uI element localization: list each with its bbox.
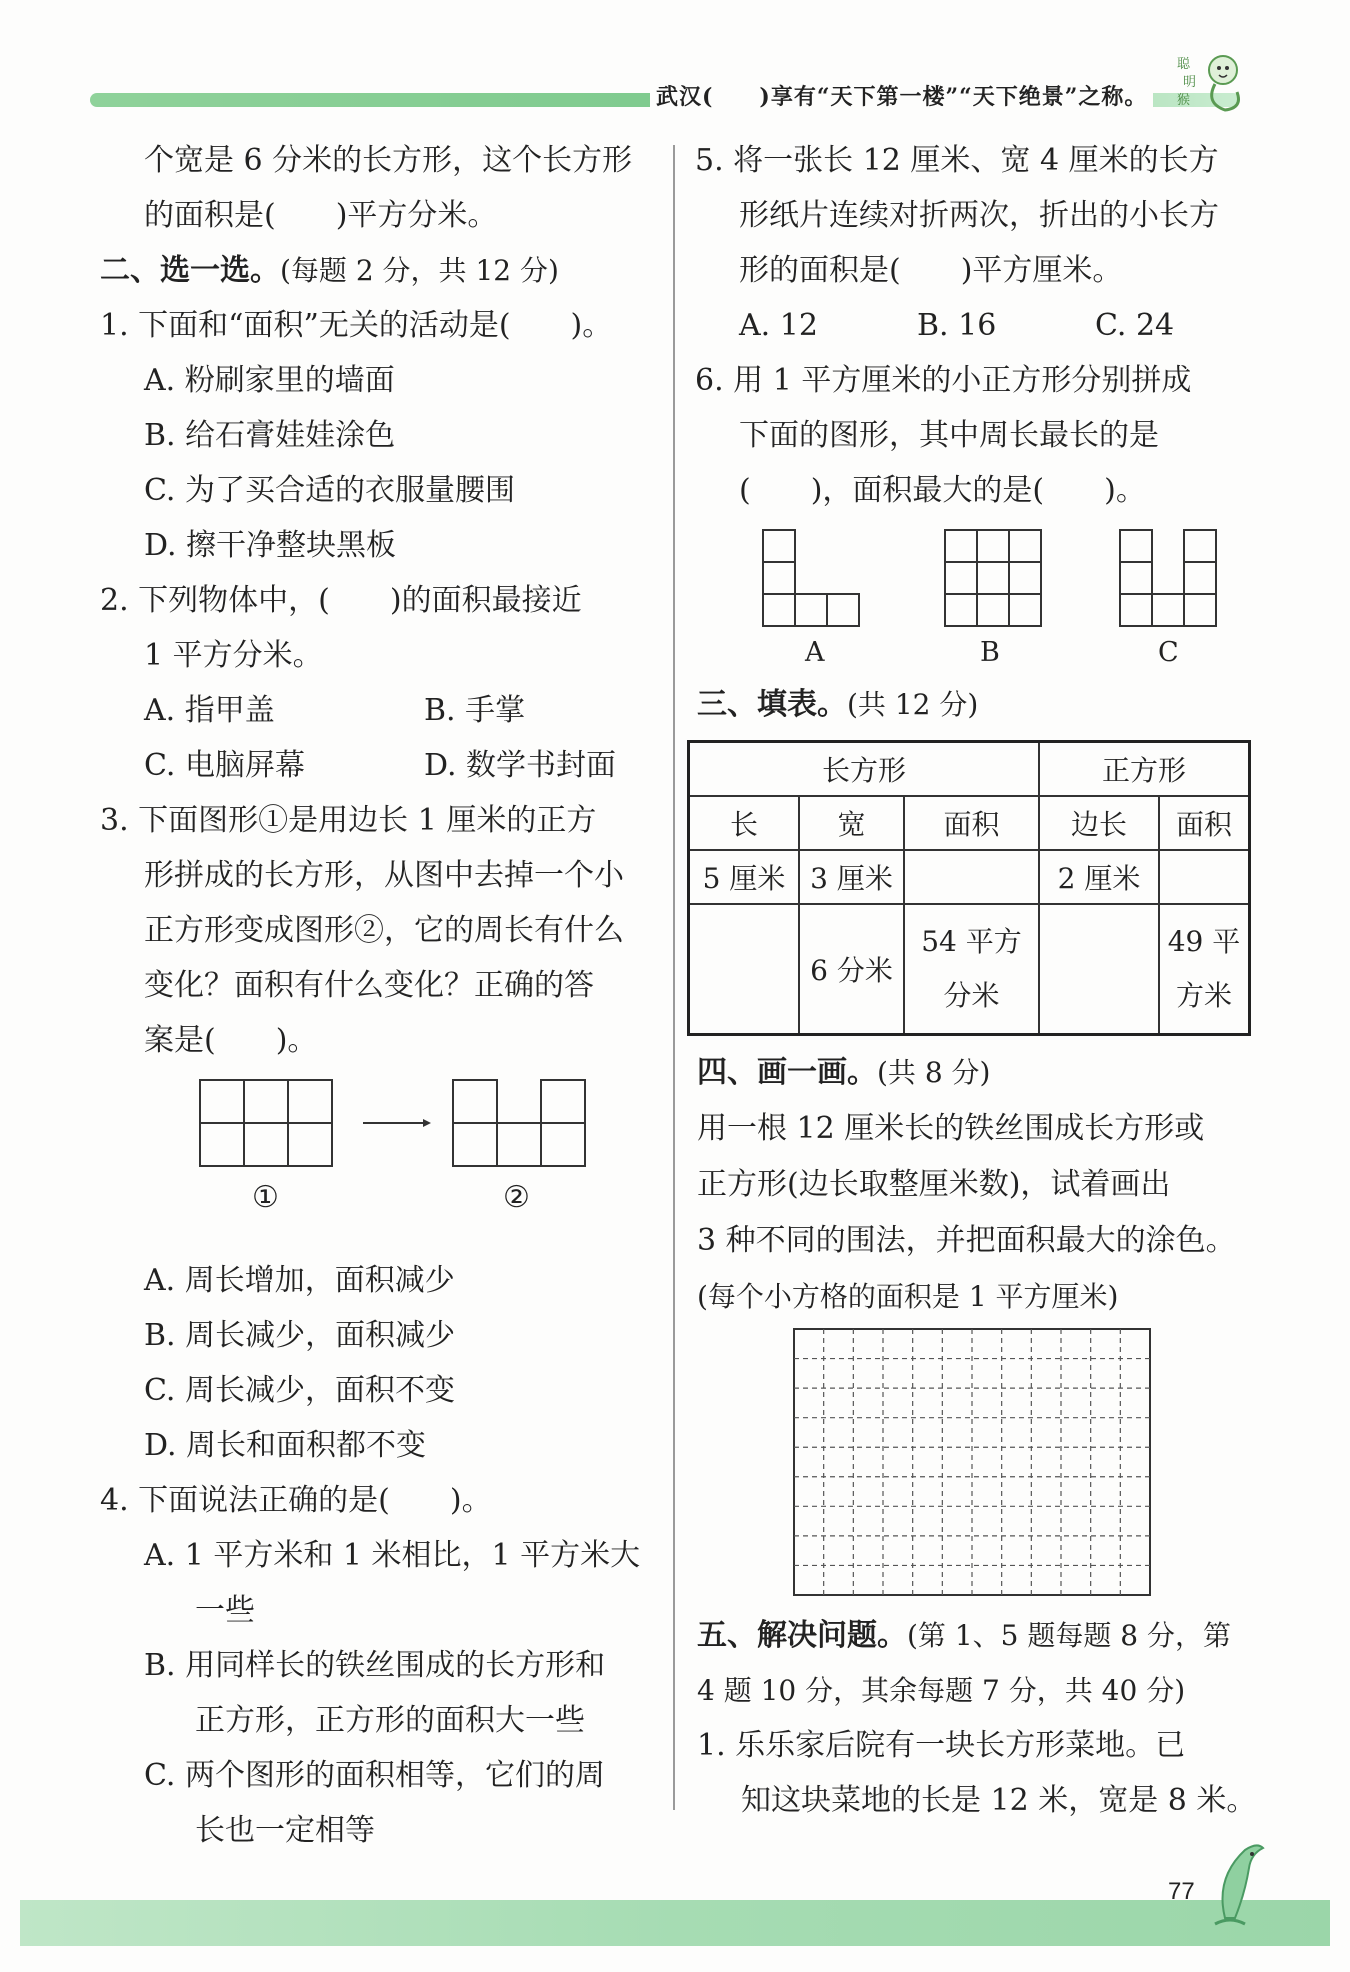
question-cont: 1 平方分米。 xyxy=(144,638,323,673)
figure-c-grid xyxy=(1120,530,1216,626)
option: A. 指甲盖 xyxy=(144,693,275,728)
section-heading: 四、画一画。 xyxy=(697,1055,877,1090)
column-header: 长 xyxy=(689,796,800,850)
option: B. 给石膏娃娃涂色 xyxy=(144,418,396,453)
header-tip: 武汉( )享有“天下第一楼”“天下绝景”之称。 xyxy=(650,80,1153,111)
question: 3. 下面图形①是用边长 1 厘米的正方 xyxy=(100,803,597,838)
svg-text:明: 明 xyxy=(1183,75,1197,90)
table-cell-blank[interactable] xyxy=(689,904,800,1034)
text-line: 的面积是( )平方分米。 xyxy=(144,198,498,233)
section-points: (每题 2 分，共 12 分) xyxy=(280,254,559,287)
section-points: (第 1、5 题每题 8 分，第 xyxy=(907,1619,1231,1652)
table-cell-blank[interactable] xyxy=(904,850,1039,904)
column-header: 边长 xyxy=(1039,796,1159,850)
figure-2-grid xyxy=(453,1080,585,1166)
option: D. 周长和面积都不变 xyxy=(144,1428,427,1463)
column-header: 面积 xyxy=(1159,796,1250,850)
table-header: 长方形 xyxy=(689,742,1040,797)
question-cont: 案是( )。 xyxy=(144,1023,318,1058)
option: A. 12 xyxy=(739,308,818,343)
svg-text:聪: 聪 xyxy=(1177,57,1191,72)
option: C. 周长减少，面积不变 xyxy=(144,1373,455,1408)
option: D. 擦干净整块黑板 xyxy=(144,528,397,563)
option: C. 24 xyxy=(1095,308,1175,343)
text-line: (每个小方格的面积是 1 平方厘米) xyxy=(697,1280,1119,1313)
right-column xyxy=(695,133,1255,518)
figure-b-label: B xyxy=(980,637,1000,668)
question: 6. 用 1 平方厘米的小正方形分别拼成 xyxy=(695,363,1192,398)
option: A. 周长增加，面积减少 xyxy=(144,1263,455,1298)
section-points-cont: 4 题 10 分，其余每题 7 分，共 40 分) xyxy=(697,1674,1186,1707)
table-header: 正方形 xyxy=(1039,742,1250,797)
section-heading: 二、选一选。 xyxy=(100,253,280,288)
question-cont: 形拼成的长方形，从图中去掉一个小 xyxy=(144,858,624,893)
question-cont: 正方形变成图形②，它的周长有什么 xyxy=(144,913,624,948)
fill-table xyxy=(687,740,1251,1036)
table-cell-blank[interactable] xyxy=(1159,850,1250,904)
left-column xyxy=(100,133,655,1858)
question: 2. 下列物体中，( )的面积最接近 xyxy=(100,583,582,618)
question: 5. 将一张长 12 厘米、宽 4 厘米的长方 xyxy=(695,143,1219,178)
column-divider xyxy=(673,145,675,1810)
figure-2-label: ② xyxy=(503,1180,530,1215)
arrow-icon xyxy=(363,1119,431,1127)
table-cell: 49 平 方米 xyxy=(1159,904,1250,1034)
table-cell: 54 平方 分米 xyxy=(904,904,1039,1034)
section-5 xyxy=(697,1608,1277,1828)
drawing-grid[interactable] xyxy=(792,1327,1152,1597)
question: 1. 下面和“面积”无关的活动是( )。 xyxy=(100,308,613,343)
dolphin-icon xyxy=(1205,1838,1275,1928)
option-cont: 长也一定相等 xyxy=(195,1813,375,1848)
table-cell: 2 厘米 xyxy=(1039,850,1159,904)
question-cont: 变化？面积有什么变化？正确的答 xyxy=(144,968,594,1003)
section-title xyxy=(100,243,655,298)
table-cell: 5 厘米 xyxy=(689,850,800,904)
question-cont: 知这块菜地的长是 12 米，宽是 8 米。 xyxy=(741,1783,1257,1818)
option-cont: 正方形，正方形的面积大一些 xyxy=(195,1703,585,1738)
option: A. 1 平方米和 1 米相比，1 平方米大 xyxy=(144,1538,641,1573)
option: B. 用同样长的铁丝围成的长方形和 xyxy=(144,1648,606,1683)
option: B. 手掌 xyxy=(424,693,526,728)
question: 4. 下面说法正确的是( )。 xyxy=(100,1483,492,1518)
page-number: 77 xyxy=(1168,1878,1195,1905)
option: A. 粉刷家里的墙面 xyxy=(144,363,395,398)
text-line: 3 种不同的围法，并把面积最大的涂色。 xyxy=(697,1223,1236,1258)
question-cont: 下面的图形，其中周长最长的是 xyxy=(739,418,1159,453)
section-title xyxy=(697,1045,1257,1101)
figure-a-label: A xyxy=(805,637,825,668)
svg-text:猴: 猴 xyxy=(1177,93,1191,108)
monkey-mascot-icon xyxy=(1175,48,1245,118)
figure-a-grid xyxy=(763,530,859,626)
option: B. 周长减少，面积减少 xyxy=(144,1318,456,1353)
section-points: (共 12 分) xyxy=(847,688,979,721)
footer-bar xyxy=(20,1900,1330,1946)
section-heading: 三、填表。 xyxy=(697,687,847,722)
question: 1. 乐乐家后院有一块长方形菜地。已 xyxy=(697,1728,1186,1763)
table-cell: 6 分米 xyxy=(799,904,904,1034)
figure-1-label: ① xyxy=(252,1180,279,1215)
q6-figures xyxy=(760,527,1230,632)
figure-b-grid xyxy=(945,530,1041,626)
option-cont: 一些 xyxy=(195,1593,255,1628)
section-title xyxy=(697,1608,1277,1663)
option: D. 数学书封面 xyxy=(424,748,617,783)
option: C. 为了买合适的衣服量腰围 xyxy=(144,473,515,508)
option-row xyxy=(695,298,1255,353)
section-points: (共 8 分) xyxy=(877,1056,991,1089)
option: C. 两个图形的面积相等，它们的周 xyxy=(144,1758,605,1793)
question-cont: ( )，面积最大的是( )。 xyxy=(739,473,1146,508)
option-row xyxy=(100,738,655,793)
column-header: 宽 xyxy=(799,796,904,850)
text-line: 个宽是 6 分米的长方形，这个长方形 xyxy=(144,143,633,178)
figure-c-label: C xyxy=(1158,637,1179,668)
option: B. 16 xyxy=(917,308,997,343)
column-header: 面积 xyxy=(904,796,1039,850)
section-4 xyxy=(697,1045,1257,1325)
section-heading: 五、解决问题。 xyxy=(697,1618,907,1653)
table-cell: 3 厘米 xyxy=(799,850,904,904)
section-title xyxy=(697,680,978,730)
option-row xyxy=(100,683,655,738)
option: C. 电脑屏幕 xyxy=(144,748,305,783)
question-cont: 形纸片连续对折两次，折出的小长方 xyxy=(739,198,1219,233)
figure-1-grid xyxy=(200,1080,332,1166)
table-cell-blank[interactable] xyxy=(1039,904,1159,1034)
question-cont: 形的面积是( )平方厘米。 xyxy=(739,253,1123,288)
text-line: 用一根 12 厘米长的铁丝围成长方形或 xyxy=(697,1111,1205,1146)
text-line: 正方形(边长取整厘米数)，试着画出 xyxy=(697,1167,1171,1202)
